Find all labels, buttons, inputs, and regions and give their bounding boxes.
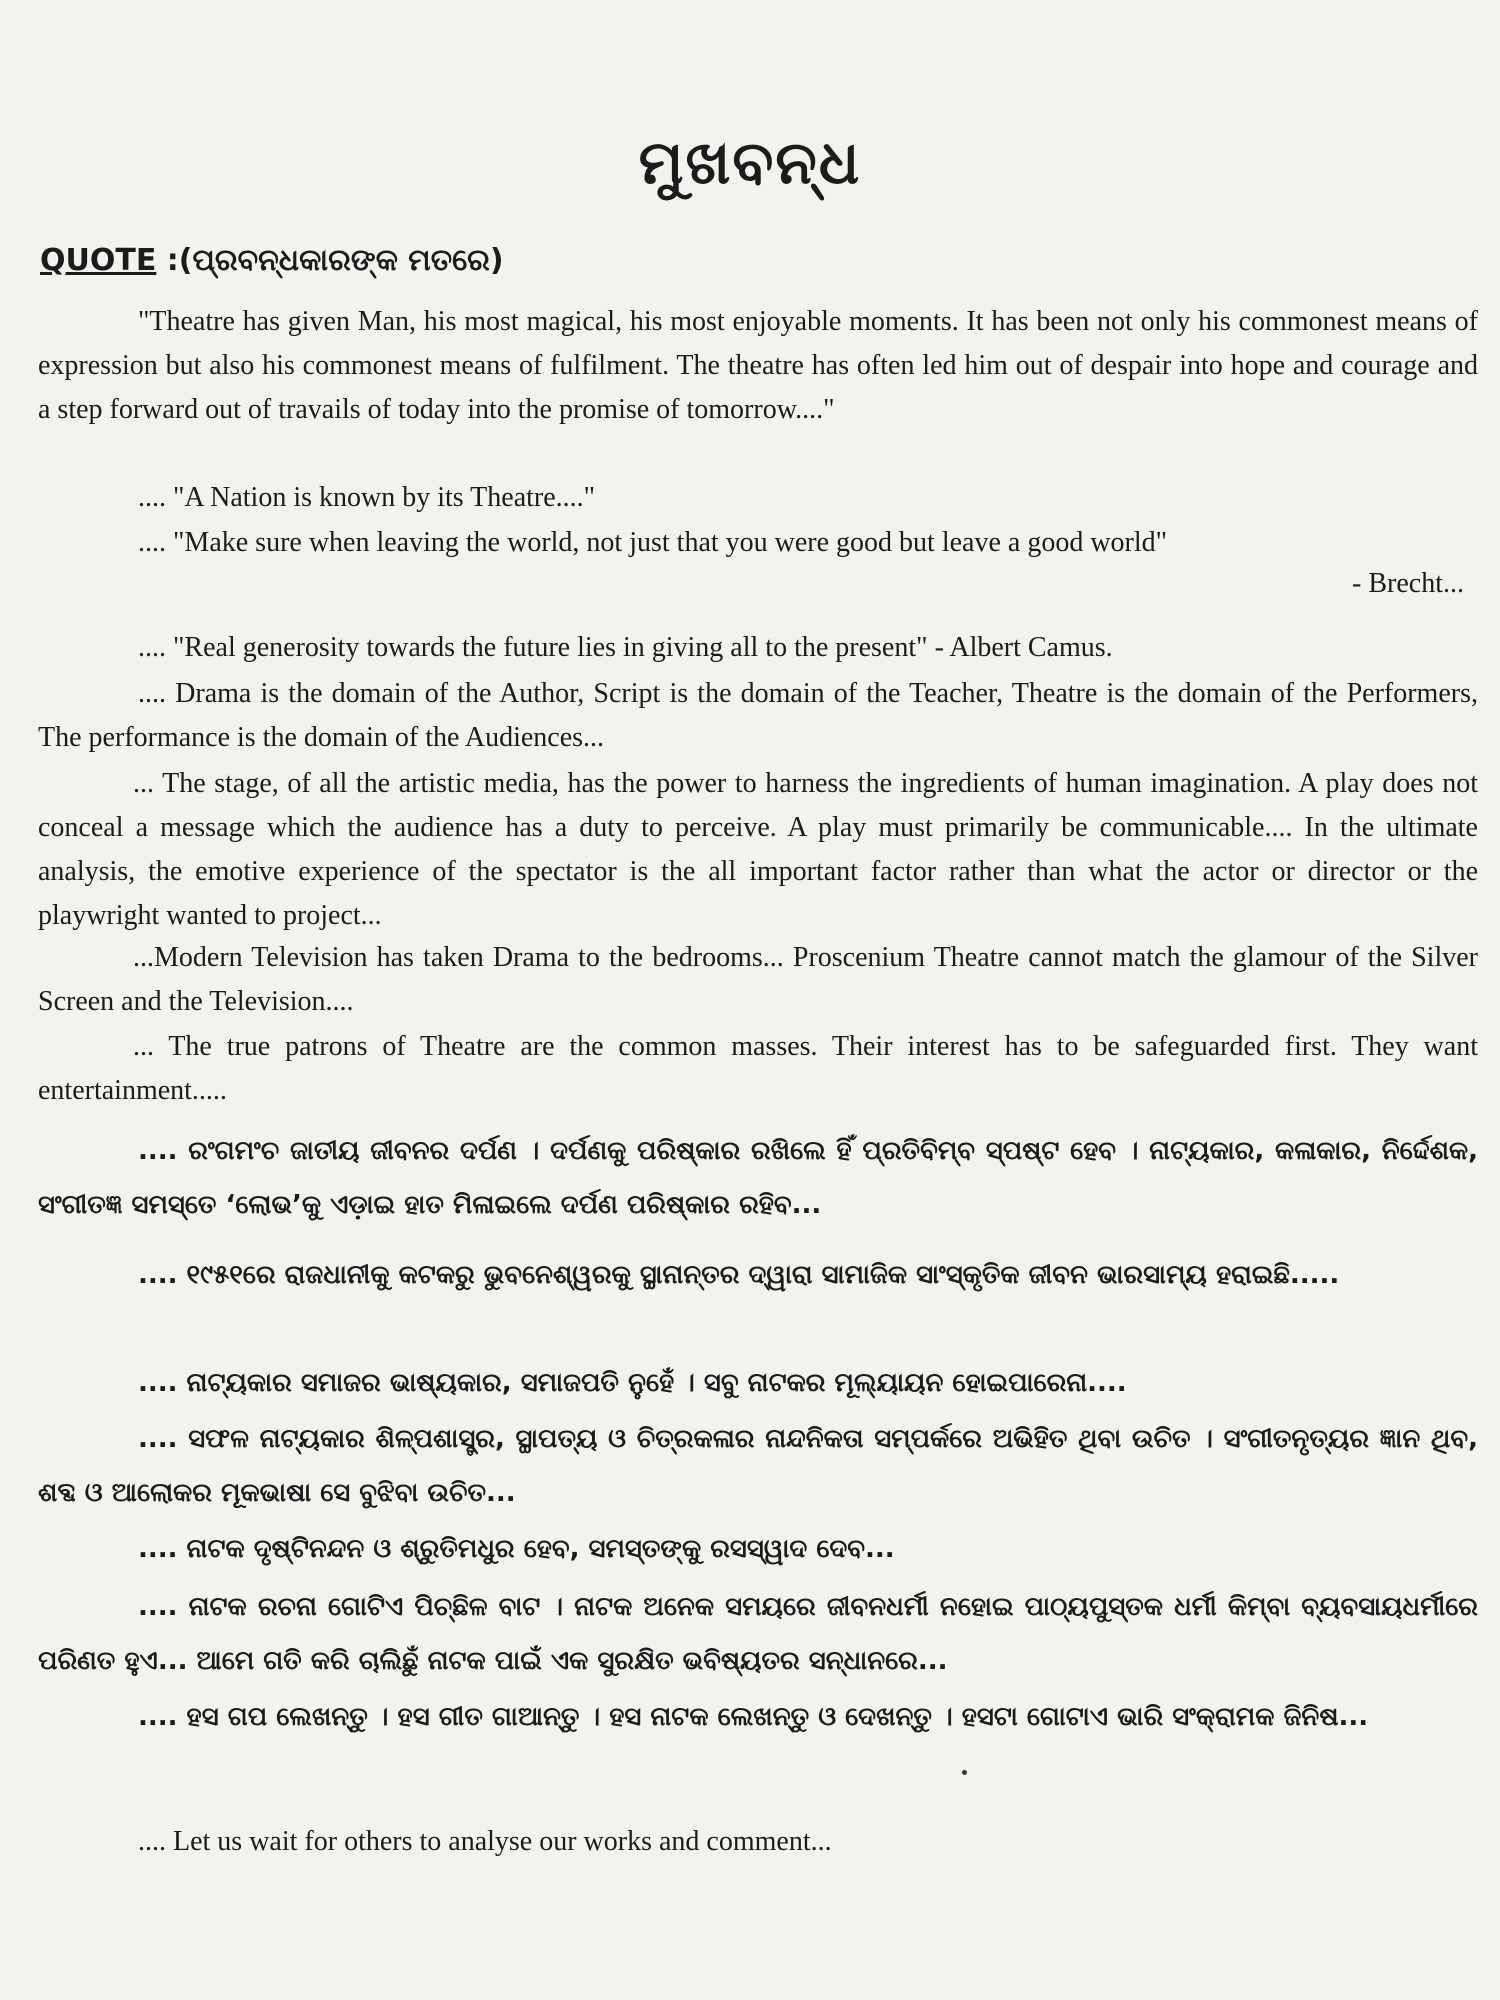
odia-paragraph-4: .... ସଫଳ ନାଟ୍ୟକାର ଶିଳ୍ପଶାସ୍ତ୍ର, ସ୍ଥାପତ୍ୟ ଓ ଚିତ୍ରକଳାର ନାନ୍ଦନିକତା ସମ୍ପର୍କରେ ଅଭିହିତ ଥିବା ଉଚିତ । ସଂଗୀତନୃତ୍ୟର ଜ୍ଞାନ ଥିବ, ଶବ୍ଦ ଓ ଆଲୋକର ମୂକଭାଷା ସେ ବୁଝିବା ଉଚିତ... xyxy=(38,1424,1478,1508)
quote-paragraph-4: .... "Real generosity towards the future lies in giving all to the present" - Albert Camus. xyxy=(138,632,1113,663)
odia-paragraph-2: .... ୧୯୫୧ରେ ରାଜଧାନୀକୁ କଟକରୁ ଭୁବନେଶ୍ୱରକୁ ସ୍ଥାନାନ୍ତର ଦ୍ୱାରା ସାମାଜିକ ସାଂସ୍କୃତିକ ଜୀବନ ଭାରସାମ୍ୟ ହରାଇଛି..... xyxy=(138,1260,1340,1290)
odia-paragraph-3: .... ନାଟ୍ୟକାର ସମାଜର ଭାଷ୍ୟକାର, ସମାଜପତି ନୁହେଁ । ସବୁ ନାଟକର ମୂଲ୍ୟାୟନ ହୋଇପାରେନା.... xyxy=(138,1368,1127,1398)
speck-mark xyxy=(962,1770,967,1775)
quote-heading xyxy=(40,243,504,278)
final-paragraph: .... Let us wait for others to analyse our works and comment... xyxy=(138,1826,832,1857)
quote-paragraph-3: .... "Make sure when leaving the world, not just that you were good but leave a good world" xyxy=(138,527,1168,558)
quote-paragraph-1: "Theatre has given Man, his most magical, his most enjoyable moments. It has been not only his commonest means of expression but also his commonest means of fulfilment. The theatre has often led him out of despair into hope and courage and a step forward out of travails of today into the promise of tomorrow...." xyxy=(38,306,1478,425)
quote-paragraph-6: ... The stage, of all the artistic media, has the power to harness the ingredients of human imagination. A play does not conceal a message which the audience has a duty to perceive. A play must primarily be communicable.... In the ultimate analysis, the emotive experience of the spectator is the all important factor rather than what the actor or director or the playwright wanted to project... xyxy=(38,768,1478,931)
odia-paragraph-6: .... ନାଟକ ରଚନା ଗୋଟିଏ ପିଚ୍ଛିଳ ବାଟ । ନାଟକ ଅନେକ ସମୟରେ ଜୀବନଧର୍ମୀ ନହୋଇ ପାଠ୍ୟପୁସ୍ତକ ଧର୍ମୀ କିମ୍ବା ବ୍ୟବସାୟଧର୍ମୀରେ ପରିଣତ ହୁଏ... ଆମେ ଗତି କରି ଚାଲିଛୁଁ ନାଟକ ପାଇଁ ଏକ ସୁରକ୍ଷିତ ଭବିଷ୍ୟତର ସନ୍ଧାନରେ... xyxy=(38,1592,1478,1676)
quote-paragraph-5: .... Drama is the domain of the Author, Script is the domain of the Teacher, Theatre is the domain of the Performers, The performance is the domain of the Audiences... xyxy=(38,678,1478,753)
quote-subtitle: :(ପ୍ରବନ୍ଧକାରଙ୍କ ମତରେ) xyxy=(156,243,504,278)
page-title: ମୁଖବନ୍ଧ xyxy=(638,128,862,198)
quote-paragraph-8: ... The true patrons of Theatre are the common masses. Their interest has to be safeguarded first. They want entertainment..... xyxy=(38,1031,1478,1106)
quote-author-brecht: - Brecht... xyxy=(1352,568,1464,599)
odia-paragraph-7: .... ହସ ଗପ ଲେଖନ୍ତୁ । ହସ ଗୀତ ଗାଆନ୍ତୁ । ହସ ନାଟକ ଲେଖନ୍ତୁ ଓ ଦେଖନ୍ତୁ । ହସଟା ଗୋଟାଏ ଭାରି ସଂକ୍ରାମକ ଜିନିଷ... xyxy=(138,1702,1369,1732)
quote-label: QUOTE xyxy=(40,243,157,278)
quote-paragraph-2: .... "A Nation is known by its Theatre...." xyxy=(138,482,596,513)
odia-paragraph-5: .... ନାଟକ ଦୃଷ୍ଟିନନ୍ଦନ ଓ ଶ୍ରୁତିମଧୁର ହେବ, ସମସ୍ତଙ୍କୁ ରସସ୍ୱାଦ ଦେବ... xyxy=(138,1534,895,1564)
odia-paragraph-1: .... ରଂଗମଂଚ ଜାତୀୟ ଜୀବନର ଦର୍ପଣ । ଦର୍ପଣକୁ ପରିଷ୍କାର ରଖିଲେ ହିଁ ପ୍ରତିବିମ୍ବ ସ୍ପଷ୍ଟ ହେବ । ନାଟ୍ୟକାର, କଳାକାର, ନିର୍ଦ୍ଦେଶକ, ସଂଗୀତଜ୍ଞ ସମସ୍ତେ ‘ଲୋଭ’କୁ ଏଡ଼ାଇ ହାତ ମିଳାଇଲେ ଦର୍ପଣ ପରିଷ୍କାର ରହିବ... xyxy=(38,1136,1478,1220)
quote-paragraph-7: ...Modern Television has taken Drama to the bedrooms... Proscenium Theatre cannot match the glamour of the Silver Screen and the Television.... xyxy=(38,942,1478,1017)
